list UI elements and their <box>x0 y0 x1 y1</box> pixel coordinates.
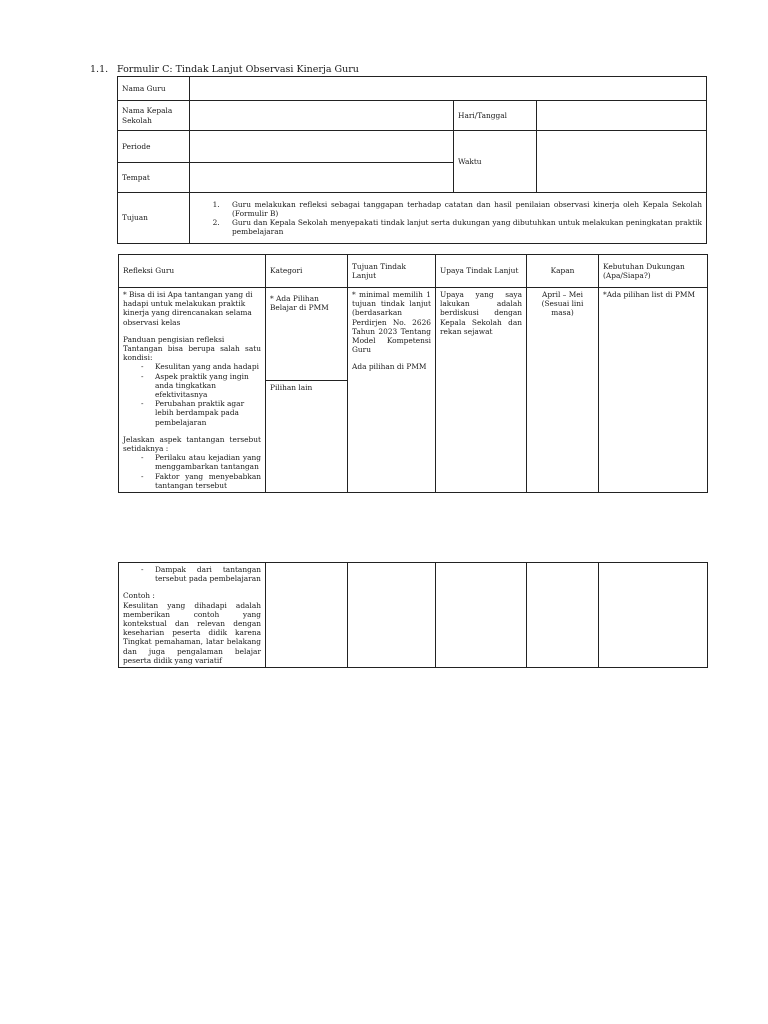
nama-guru-label: Nama Guru <box>118 77 190 101</box>
upaya-continuation-cell[interactable] <box>436 563 527 668</box>
contoh-body: Kesulitan yang dihadapi adalah memberikan contoh yang kontekstual dan relevan dengan keseharian peserta didik karena Tingkat pemahaman, latar belakang dan juga pengalaman belajar peserta didik yang variatif <box>123 600 261 665</box>
tujuan-note: Ada pilihan di PMM <box>352 362 427 372</box>
section-number: 1.1. <box>90 64 109 75</box>
tujuan-content <box>190 193 707 244</box>
header-kebutuhan: Kebutuhan Dukungan (Apa/Siapa?) <box>599 255 708 288</box>
periode-field[interactable] <box>190 131 454 163</box>
list-item: - Faktor yang menyebabkan tantangan tersebut <box>141 472 261 490</box>
list-item: - Perubahan praktik agar lebih berdampak pada pembelajaran <box>141 399 261 427</box>
nama-kepala-field[interactable] <box>190 101 454 131</box>
kapan-continuation-cell[interactable] <box>527 563 599 668</box>
continuation-table <box>118 562 708 668</box>
upaya-cell[interactable]: Upaya yang saya lakukan adalah berdiskusi dengan Kepala Sekolah dan rekan sejawat <box>436 288 527 493</box>
tujuan-item: 2. Guru dan Kepala Sekolah menyepakati tindak lanjut serta dukungan yang dibutuhkan untuk melakukan peningkatan praktik pembelajaran <box>222 218 702 236</box>
nama-guru-field[interactable] <box>190 77 707 101</box>
panduan-body: Tantangan bisa berupa salah satu kondisi: <box>123 344 261 363</box>
periode-label: Periode <box>118 131 190 163</box>
kapan-cell[interactable]: April – Mei (Sesuai lini masa) <box>527 288 599 493</box>
hari-tanggal-field[interactable] <box>537 101 707 131</box>
tujuan-continuation-cell[interactable] <box>348 563 436 668</box>
hari-tanggal-label: Hari/Tanggal <box>454 101 537 131</box>
jelaskan-text: Jelaskan aspek tantangan tersebut setidaknya : <box>123 434 261 454</box>
refleksi-cell[interactable] <box>119 288 266 493</box>
kebutuhan-continuation-cell[interactable] <box>599 563 708 668</box>
waktu-field[interactable] <box>537 131 707 193</box>
header-tujuan: Tujuan Tindak Lanjut <box>348 255 436 288</box>
header-kategori: Kategori <box>266 255 348 288</box>
section-title: Formulir C: Tindak Lanjut Observasi Kinerja Guru <box>117 64 359 75</box>
panduan-list <box>123 362 261 426</box>
header-upaya: Upaya Tindak Lanjut <box>436 255 527 288</box>
list-item: - Kesulitan yang anda hadapi <box>141 362 261 371</box>
kategori-cell-pmm[interactable]: * Ada Pilihan Belajar di PMM <box>266 288 348 381</box>
list-item: - Aspek praktik yang ingin anda tingkatkan efektivitasnya <box>141 372 261 400</box>
waktu-label: Waktu <box>454 131 537 193</box>
jelaskan-list <box>123 453 261 490</box>
tujuan-label: Tujuan <box>118 193 190 244</box>
header-refleksi: Refleksi Guru <box>119 255 266 288</box>
followup-table <box>118 254 708 493</box>
refleksi-continuation-cell[interactable] <box>119 563 266 668</box>
kategori-cell-lain[interactable]: Pilihan lain <box>266 381 348 493</box>
tujuan-text: * minimal memilih 1 tujuan tindak lanjut (berdasarkan Perdirjen No. 2626 Tahun 2023 Tentang Model Kompetensi Guru <box>352 290 431 355</box>
panduan-title: Panduan pengisian refleksi <box>123 334 225 344</box>
nama-kepala-label: Nama Kepala Sekolah <box>118 101 190 131</box>
tujuan-cell[interactable] <box>348 288 436 493</box>
tujuan-list <box>194 200 702 237</box>
kebutuhan-cell[interactable]: *Ada pilihan list di PMM <box>599 288 708 493</box>
refleksi-intro: * Bisa di isi Apa tantangan yang di hadapi untuk melakukan praktik kinerja yang direncanakan selama observasi kelas <box>123 290 253 327</box>
list-item: - Perilaku atau kejadian yang menggambarkan tantangan <box>141 453 261 471</box>
contoh-title: Contoh : <box>123 591 155 601</box>
tempat-label: Tempat <box>118 163 190 193</box>
header-kapan: Kapan <box>527 255 599 288</box>
dampak-list <box>123 565 261 583</box>
section-heading <box>90 64 359 75</box>
tempat-field[interactable] <box>190 163 454 193</box>
tujuan-item: 1. Guru melakukan refleksi sebagai tanggapan terhadap catatan dan hasil penilaian observasi kinerja oleh Kepala Sekolah (Formulir B) <box>222 200 702 218</box>
identity-table <box>117 76 707 244</box>
list-item: - Dampak dari tantangan tersebut pada pembelajaran <box>141 565 261 583</box>
kategori-continuation-cell[interactable] <box>266 563 348 668</box>
